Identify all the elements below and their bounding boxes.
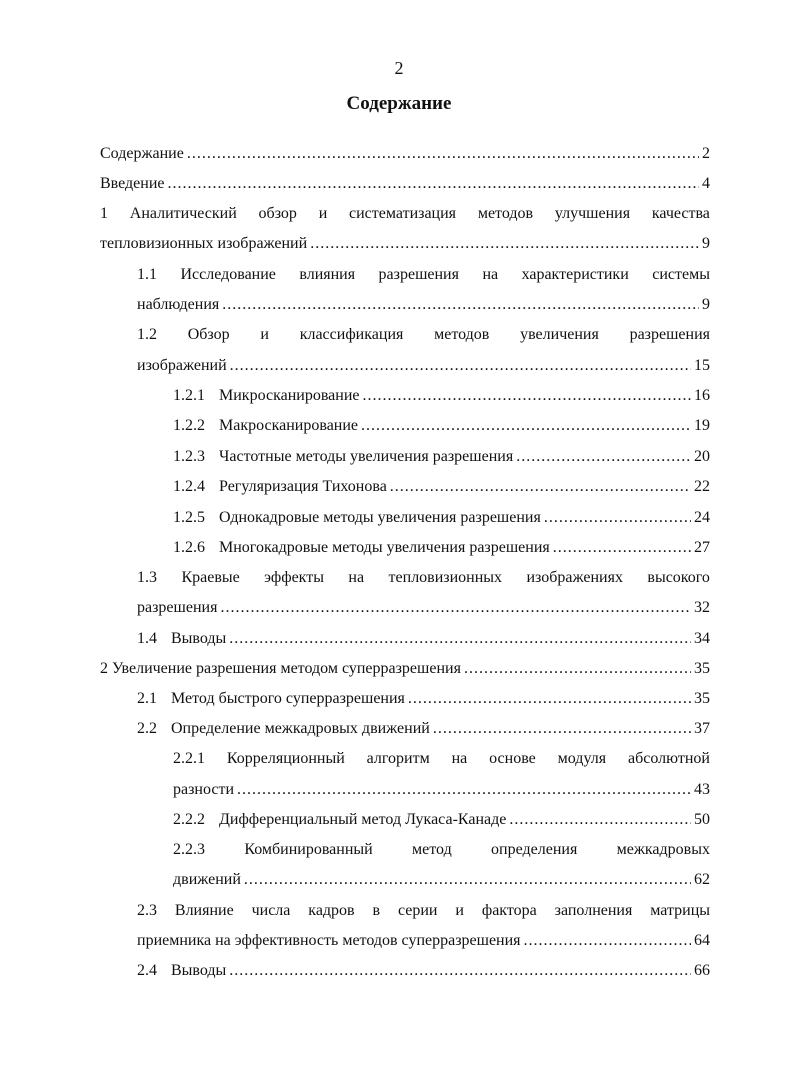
toc-page: 22: [694, 478, 710, 495]
toc-entry-2-2-1-line2[interactable]: [173, 779, 710, 801]
toc-leader: [553, 537, 691, 559]
toc-word: 2.2.3: [173, 841, 205, 858]
toc-leader: [244, 869, 691, 891]
toc-word: матрицы: [650, 902, 710, 919]
toc-word: тепловизионных: [388, 569, 503, 586]
toc-leader: [187, 143, 699, 165]
toc-label: движений: [173, 871, 241, 888]
toc-word: улучшения: [554, 205, 631, 222]
toc-entry-2-2[interactable]: [137, 718, 710, 740]
toc-word: 1.3: [137, 569, 157, 586]
toc-number: 1.2.1: [173, 387, 205, 404]
toc-word: Обзор: [187, 326, 230, 343]
toc-page: 20: [694, 448, 710, 465]
toc-entry-2-2-2[interactable]: [173, 809, 710, 831]
toc-entry-1-3-line2[interactable]: [137, 597, 710, 619]
toc-label: Макросканирование: [219, 417, 359, 434]
toc-word: Исследование: [180, 266, 276, 283]
toc-number: 1.2.6: [173, 539, 205, 556]
toc-word: обзор: [258, 205, 297, 222]
toc-label: Однокадровые методы увеличения разрешения: [219, 509, 541, 526]
toc-label: Частотные методы увеличения разрешения: [219, 448, 514, 465]
toc-number: 1.2.3: [173, 448, 205, 465]
toc-word: серии: [397, 902, 438, 919]
toc-entry-1-4[interactable]: [137, 628, 710, 650]
toc-label: Микросканирование: [219, 387, 360, 404]
toc-leader: [229, 960, 691, 982]
toc-word: 2.3: [137, 902, 157, 919]
toc-word: и: [260, 326, 269, 343]
toc-label: Содержание: [100, 145, 184, 162]
toc-word: 2.2.1: [173, 750, 205, 767]
toc-page: 34: [694, 630, 710, 647]
toc-word: определения: [491, 841, 578, 858]
toc-word: Краевые: [181, 569, 240, 586]
toc-leader: [361, 415, 691, 437]
toc-entry-1-2-2[interactable]: [173, 415, 710, 437]
toc-number: 1.2.2: [173, 417, 205, 434]
toc-number: 1.2.4: [173, 478, 205, 495]
toc-entry-2-1[interactable]: [137, 688, 710, 710]
toc-word: методов: [477, 205, 534, 222]
toc-leader: [363, 385, 692, 407]
toc-entry-1-2-3[interactable]: [173, 446, 710, 468]
toc-entry-1-3-line1[interactable]: [137, 567, 710, 589]
toc-entry-1-1-line1[interactable]: [137, 264, 710, 286]
toc-word: числа: [251, 902, 291, 919]
toc-page: 27: [694, 539, 710, 556]
toc-page: 24: [694, 509, 710, 526]
toc-leader: [310, 233, 699, 255]
toc-word: и: [455, 902, 464, 919]
toc-leader: [222, 294, 699, 316]
toc-word: методов: [434, 326, 490, 343]
toc-word: 1: [100, 205, 108, 222]
toc-entry-1-2-line1[interactable]: [137, 324, 710, 346]
toc-label: Дифференциальный метод Лукаса-Канаде: [219, 811, 507, 828]
toc-label: Определение межкадровых движений: [171, 720, 430, 737]
toc-word: и: [318, 205, 328, 222]
page-number: 2: [394, 58, 404, 78]
toc-page: 66: [694, 962, 710, 979]
toc-entry-1-2-6[interactable]: [173, 537, 710, 559]
toc-entry-1-2-line2[interactable]: [137, 355, 710, 377]
toc-label: тепловизионных изображений: [100, 235, 308, 252]
toc-word: на: [348, 569, 365, 586]
toc-page: 37: [694, 720, 710, 737]
toc-leader: [237, 779, 691, 801]
toc-word: кадров: [308, 902, 355, 919]
toc-entry-1-2-5[interactable]: [173, 507, 710, 529]
toc-leader: [230, 355, 691, 377]
toc-page: 35: [694, 690, 710, 707]
toc-entry-2-3-line1[interactable]: [137, 900, 710, 922]
toc-word: абсолютной: [627, 750, 710, 767]
toc-number: 2.2.2: [173, 811, 205, 828]
toc-page: 35: [694, 660, 710, 677]
toc-number: 2.2: [137, 720, 157, 737]
toc-page: 43: [694, 781, 710, 798]
toc-leader: [220, 597, 691, 619]
toc-label: Введение: [100, 175, 165, 192]
toc-word: изображениях: [526, 569, 623, 586]
toc-word: 1.1: [137, 266, 157, 283]
toc-page: 9: [702, 235, 710, 252]
toc-page: 9: [702, 296, 710, 313]
toc-word: в: [372, 902, 381, 919]
toc-page: 15: [694, 357, 710, 374]
toc-label: 2 Увеличение разрешения методом суперразрешения: [100, 660, 461, 677]
toc-word: 1.2: [137, 326, 157, 343]
toc-entry-ch2[interactable]: [100, 658, 710, 680]
toc-word: классификация: [299, 326, 404, 343]
toc-entry-soderzhanie[interactable]: [100, 143, 710, 165]
toc-entry-ch1-line1[interactable]: [100, 203, 710, 225]
toc-label: изображений: [137, 357, 227, 374]
toc-word: системы: [652, 266, 710, 283]
toc-number: 1.2.5: [173, 509, 205, 526]
toc-leader: [433, 718, 691, 740]
toc-page: 4: [702, 175, 710, 192]
toc-page: 19: [694, 417, 710, 434]
toc-word: разрешения: [378, 266, 459, 283]
toc-page: 2: [702, 145, 710, 162]
toc-word: Комбинированный: [244, 841, 373, 858]
toc-entry-1-2-1[interactable]: [173, 385, 710, 407]
toc-word: метод: [412, 841, 452, 858]
toc-word: на: [451, 750, 468, 767]
toc-word: влияния: [299, 266, 356, 283]
toc-label: Выводы: [171, 630, 227, 647]
toc-page: 64: [694, 932, 710, 949]
toc-label: разрешения: [137, 599, 218, 616]
toc-word: модуля: [557, 750, 607, 767]
toc-leader: [168, 173, 700, 195]
toc-entry-2-3-line2[interactable]: [137, 930, 710, 952]
toc-word: межкадровых: [616, 841, 710, 858]
toc-leader: [544, 507, 691, 529]
toc-word: на: [482, 266, 499, 283]
toc-word: качества: [651, 205, 710, 222]
toc-entry-1-2-4[interactable]: [173, 476, 710, 498]
page-title: Содержание: [346, 93, 452, 114]
toc-word: алгоритм: [366, 750, 430, 767]
toc-label: Многокадровые методы увеличения разрешения: [219, 539, 550, 556]
toc-label: Выводы: [171, 962, 227, 979]
toc-page: 32: [694, 599, 710, 616]
toc-label: Регуляризация Тихонова: [219, 478, 387, 495]
toc-word: высокого: [647, 569, 710, 586]
toc-word: увеличения: [520, 326, 599, 343]
toc-entry-vvedenie[interactable]: [100, 173, 710, 195]
toc-word: систематизация: [349, 205, 457, 222]
toc-word: характеристики: [521, 266, 629, 283]
toc-leader: [390, 476, 691, 498]
toc-leader: [464, 658, 691, 680]
toc-word: разрешения: [629, 326, 710, 343]
toc-label: приемника на эффективность методов суперразрешения: [137, 932, 521, 949]
toc-entry-2-4[interactable]: [137, 960, 710, 982]
toc-leader: [516, 446, 691, 468]
toc-leader: [408, 688, 691, 710]
toc-entry-2-2-3-line2[interactable]: [173, 869, 710, 891]
toc-label: Метод быстрого суперразрешения: [171, 690, 405, 707]
toc-word: фактора: [481, 902, 537, 919]
toc-page: 50: [694, 811, 710, 828]
toc-word: заполнения: [554, 902, 633, 919]
toc-word: Влияние: [174, 902, 234, 919]
toc-number: 2.1: [137, 690, 157, 707]
toc-word: основе: [489, 750, 536, 767]
toc-entry-2-2-3-line1[interactable]: [173, 839, 710, 861]
toc-entry-ch1-line2[interactable]: [100, 233, 710, 255]
toc-word: Корреляционный: [226, 750, 345, 767]
toc-page: 16: [694, 387, 710, 404]
toc-label: разности: [173, 781, 235, 798]
toc-word: Аналитический: [129, 205, 237, 222]
toc-number: 1.4: [137, 630, 157, 647]
toc-page: 62: [694, 871, 710, 888]
toc-label: наблюдения: [137, 296, 220, 313]
toc-number: 2.4: [137, 962, 157, 979]
toc-word: эффекты: [264, 569, 324, 586]
toc-entry-1-1-line2[interactable]: [137, 294, 710, 316]
toc-leader: [524, 930, 691, 952]
toc-entry-2-2-1-line1[interactable]: [173, 748, 710, 770]
toc-leader: [229, 628, 691, 650]
toc-leader: [509, 809, 691, 831]
